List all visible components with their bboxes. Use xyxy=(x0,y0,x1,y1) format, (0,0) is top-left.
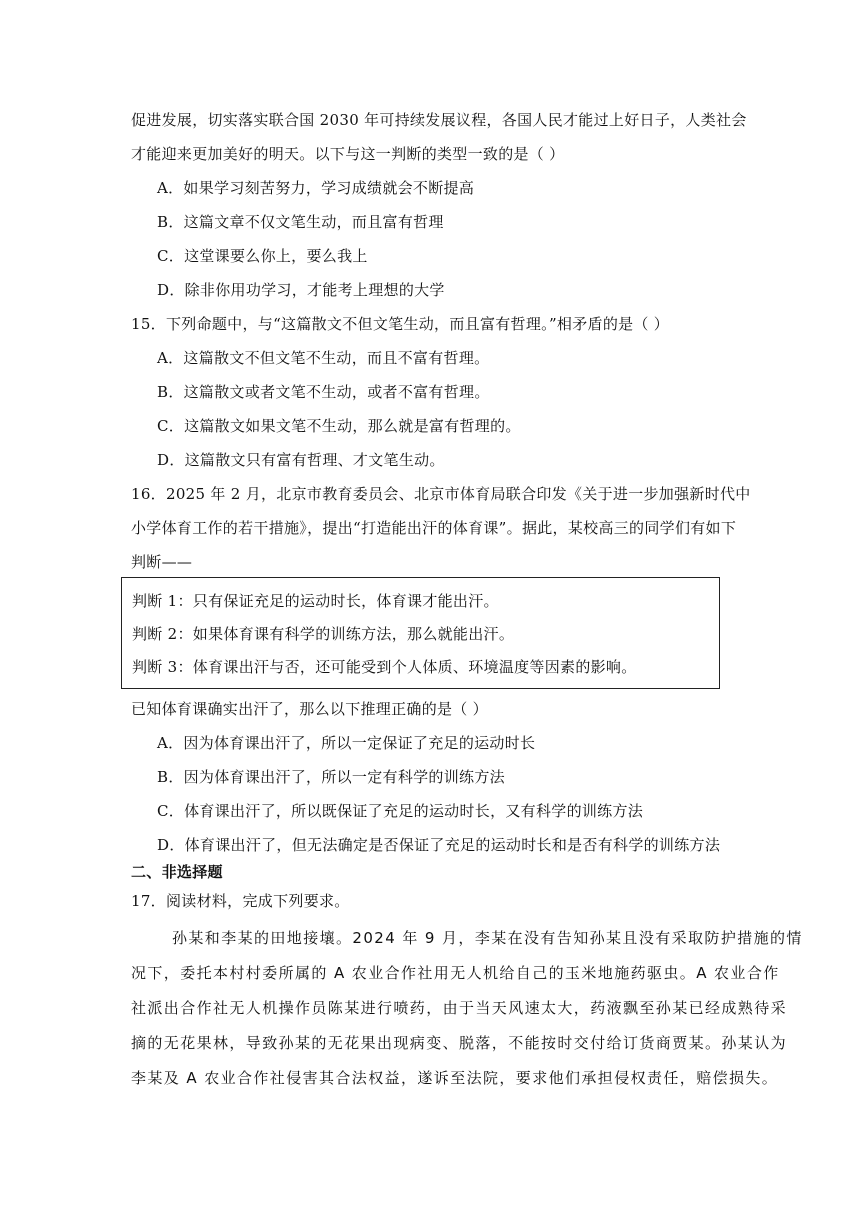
q15-stem: 15．下列命题中，与“这篇散文不但文笔生动，而且富有哲理。”相矛盾的是（ ） xyxy=(131,315,670,333)
q16-option-c: C．体育课出汗了，所以既保证了充足的运动时长，又有科学的训练方法 xyxy=(157,802,644,820)
q14-option-b: B．这篇文章不仅文笔生动，而且富有哲理 xyxy=(157,213,444,231)
q16-stem-line-1: 16．2025 年 2 月，北京市教育委员会、北京市体育局联合印发《关于进一步加强新时代中 xyxy=(131,485,751,503)
q16-question: 已知体育课确实出汗了，那么以下推理正确的是（ ） xyxy=(131,700,488,718)
q16-option-b: B．因为体育课出汗了，所以一定有科学的训练方法 xyxy=(157,768,505,786)
material-line-1: 孙某和李某的田地接壤。2024 年 9 月，李某在没有告知孙某且没有采取防护措施的情 xyxy=(172,929,803,947)
judgment-box xyxy=(121,577,720,689)
material-line-5: 李某及 A 农业合作社侵害其合法权益，遂诉至法院，要求他们承担侵权责任，赔偿损失。 xyxy=(131,1069,779,1087)
q15-option-d: D．这篇散文只有富有哲理、才文笔生动。 xyxy=(157,451,445,469)
material-line-3: 社派出合作社无人机操作员陈某进行喷药，由于当天风速太大，药液飘至孙某已经成熟待采 xyxy=(131,999,788,1017)
q14-option-d: D．除非你用功学习，才能考上理想的大学 xyxy=(157,281,445,299)
q14-option-c: C．这堂课要么你上，要么我上 xyxy=(157,247,368,265)
q14-stem-line-1: 促进发展，切实落实联合国 2030 年可持续发展议程，各国人民才能过上好日子，人类社会 xyxy=(131,111,747,129)
q16-option-d: D．体育课出汗了，但无法确定是否保证了充足的运动时长和是否有科学的训练方法 xyxy=(157,836,721,854)
section-heading: 二、非选择题 xyxy=(131,863,223,881)
q16-option-a: A．因为体育课出汗了，所以一定保证了充足的运动时长 xyxy=(157,734,536,752)
q15-option-b: B．这篇散文或者文笔不生动，或者不富有哲理。 xyxy=(157,383,490,401)
q16-stem-line-2: 小学体育工作的若干措施》，提出“打造能出汗的体育课”。据此，某校高三的同学们有如下 xyxy=(131,519,737,537)
judgment-1: 判断 1：只有保证充足的运动时长，体育课才能出汗。 xyxy=(132,592,499,610)
q15-option-c: C．这篇散文如果文笔不生动，那么就是富有哲理的。 xyxy=(157,417,521,435)
q15-option-a: A．这篇散文不但文笔不生动，而且不富有哲理。 xyxy=(157,349,490,367)
q14-option-a: A．如果学习刻苦努力，学习成绩就会不断提高 xyxy=(157,179,475,197)
q14-stem-line-2: 才能迎来更加美好的明天。以下与这一判断的类型一致的是（ ） xyxy=(131,145,565,163)
q16-stem-line-3: 判断—— xyxy=(131,553,193,571)
material-line-2: 况下，委托本村村委所属的 A 农业合作社用无人机给自己的玉米地施药驱虫。A 农业合作 xyxy=(131,964,780,982)
judgment-3: 判断 3：体育课出汗与否，还可能受到个人体质、环境温度等因素的影响。 xyxy=(132,658,637,676)
q17-stem: 17．阅读材料，完成下列要求。 xyxy=(131,892,350,910)
judgment-2: 判断 2：如果体育课有科学的训练方法，那么就能出汗。 xyxy=(132,625,515,643)
material-line-4: 摘的无花果林，导致孙某的无花果出现病变、脱落，不能按时交付给订货商贾某。孙某认为 xyxy=(131,1034,788,1052)
